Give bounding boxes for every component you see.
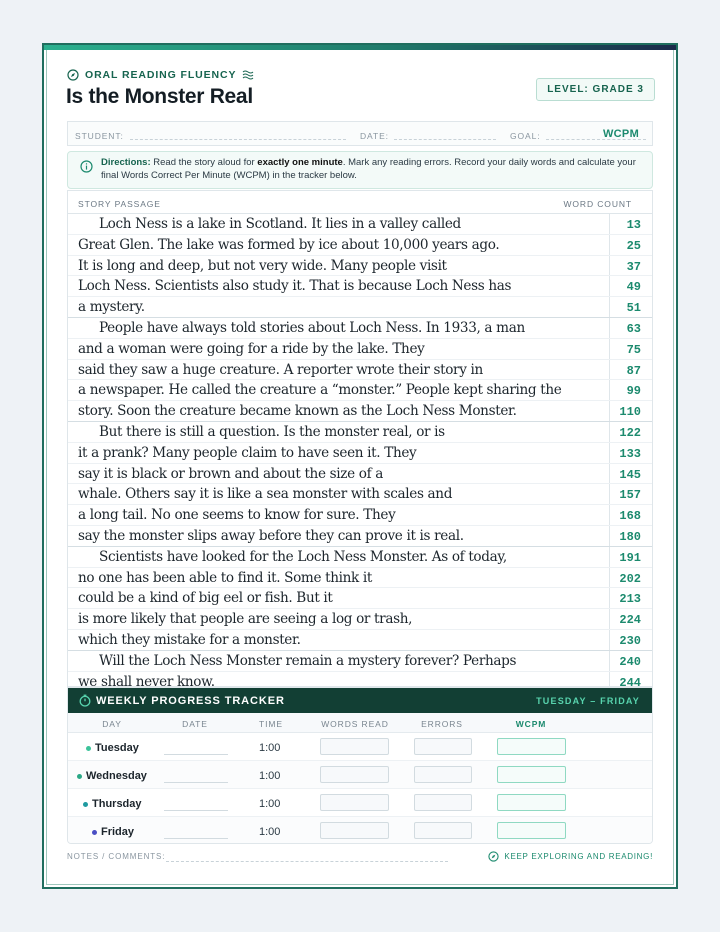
directions-text-1: Read the story aloud for <box>150 157 258 168</box>
word-count-cell <box>609 422 653 442</box>
col-word-count: WORD COUNT <box>563 199 632 209</box>
passage-line <box>68 276 652 297</box>
compass-icon <box>488 851 499 862</box>
directions-box <box>67 151 653 189</box>
status-dot <box>77 774 82 779</box>
passage-line-text: said they saw a huge creature. A reporter wrote their story in <box>78 361 483 378</box>
day-cell <box>86 742 139 754</box>
passage-line <box>68 443 652 464</box>
word-count: 180 <box>619 529 641 544</box>
date-field[interactable] <box>394 139 496 140</box>
date-input[interactable] <box>164 754 228 755</box>
top-accent-bar <box>44 45 676 50</box>
tracker-row-thursday <box>68 789 652 817</box>
directions-emphasis: exactly one minute <box>257 157 343 168</box>
passage-line <box>68 318 652 339</box>
word-count: 240 <box>619 654 641 669</box>
word-count-cell <box>609 235 653 255</box>
passage-header <box>68 191 652 214</box>
word-count: 230 <box>619 633 641 648</box>
tracker-rows <box>68 733 652 844</box>
word-count-cell <box>609 360 653 380</box>
day-label: Thursday <box>92 798 142 810</box>
tracker-column-headers <box>68 713 652 733</box>
passage-line-text: it a prank? Many people claim to have seen it. They <box>78 444 417 461</box>
word-count: 133 <box>619 446 641 461</box>
passage-line <box>68 256 652 277</box>
status-dot <box>86 746 91 751</box>
word-count: 63 <box>626 321 641 336</box>
word-count-cell <box>609 526 653 546</box>
word-count: 168 <box>619 509 641 524</box>
passage-line-text: Great Glen. The lake was formed by ice about 10,000 years ago. <box>78 236 500 253</box>
wcpm-input[interactable] <box>497 822 566 839</box>
word-count-cell <box>609 464 653 484</box>
notes-label: NOTES / COMMENTS: <box>67 852 166 861</box>
level-badge: LEVEL: GRADE 3 <box>536 78 655 101</box>
passage-line <box>68 484 652 505</box>
passage-line-text: say it is black or brown and about the size of a <box>78 465 383 482</box>
word-count: 25 <box>626 238 641 253</box>
passage-line <box>68 464 652 485</box>
tracker-range: TUESDAY – FRIDAY <box>536 696 640 706</box>
passage-line-text: Loch Ness. Scientists also study it. That is because Loch Ness has <box>78 278 512 295</box>
word-count-cell <box>609 651 653 671</box>
passage-line-text: is more likely that people are seeing a log or trash, <box>78 611 413 628</box>
col-day: DAY <box>102 719 122 729</box>
day-cell <box>92 826 134 838</box>
word-count-cell <box>609 401 653 421</box>
col-words-read: WORDS READ <box>321 719 389 729</box>
word-count-cell <box>609 672 653 687</box>
passage-line <box>68 214 652 235</box>
col-time: TIME <box>259 719 283 729</box>
passage-line <box>68 588 652 609</box>
passage-line <box>68 609 652 630</box>
word-count: 13 <box>626 218 641 232</box>
compass-icon <box>67 69 79 81</box>
passage-line-text: It is long and deep, but not very wide. Many people visit <box>78 257 447 274</box>
word-count-cell <box>609 297 653 317</box>
errors-input[interactable] <box>414 822 472 839</box>
word-count: 87 <box>626 363 641 378</box>
wcpm-input[interactable] <box>497 794 566 811</box>
passage-line <box>68 568 652 589</box>
errors-input[interactable] <box>414 766 472 783</box>
passage-line <box>68 380 652 401</box>
time-value: 1:00 <box>259 798 281 810</box>
word-count: 202 <box>619 571 641 586</box>
passage-line <box>68 630 652 651</box>
passage-line <box>68 505 652 526</box>
passage-line-text: which they mistake for a monster. <box>78 631 301 648</box>
passage-line <box>68 422 652 443</box>
day-label: Friday <box>101 826 135 838</box>
word-count-cell <box>609 630 653 650</box>
day-label: Wednesday <box>86 770 147 782</box>
worksheet <box>42 43 678 889</box>
passage-line-text: People have always told stories about Loch Ness. In 1933, a man <box>99 319 525 336</box>
word-count-cell <box>609 276 653 296</box>
passage-line-text: could be a kind of big eel or fish. But it <box>78 590 333 607</box>
word-count-cell <box>609 318 653 338</box>
passage-line-text: a long tail. No one seems to know for sure. They <box>78 507 396 524</box>
tracker-row-wednesday <box>68 761 652 789</box>
student-name-field[interactable] <box>130 139 346 140</box>
passage-line <box>68 235 652 256</box>
page-title: Is the Monster Real <box>66 85 253 108</box>
passage-line <box>68 547 652 568</box>
passage-line-text: and a woman were going for a ride by the lake. They <box>78 340 425 357</box>
passage-line-text: we shall never know. <box>78 673 215 687</box>
passage-line-text: no one has been able to find it. Some think it <box>78 569 373 586</box>
wcpm-input[interactable] <box>497 738 566 755</box>
passage-line-text: Loch Ness is a lake in Scotland. It lies in a valley called <box>99 216 461 232</box>
passage-line <box>68 360 652 381</box>
word-count: 49 <box>626 280 641 295</box>
date-label: DATE: <box>360 131 389 141</box>
passage-line-text: Scientists have looked for the Loch Ness Monster. As of today, <box>99 548 507 565</box>
brand <box>67 69 254 81</box>
col-story-passage: STORY PASSAGE <box>78 199 161 209</box>
info-icon <box>80 160 93 173</box>
passage-line <box>68 651 652 672</box>
weekly-progress-tracker <box>67 687 653 844</box>
word-count-cell <box>609 339 653 359</box>
passage-line-text: say the monster slips away before they can prove it is real. <box>78 527 464 544</box>
passage-line <box>68 526 652 547</box>
day-cell <box>83 798 142 810</box>
time-value: 1:00 <box>259 770 281 782</box>
day-cell <box>77 770 147 782</box>
waves-icon <box>242 70 254 80</box>
passage-lines <box>68 214 652 687</box>
directions-label: Directions: <box>101 157 151 168</box>
word-count-cell <box>609 256 653 276</box>
status-dot <box>83 802 88 807</box>
word-count: 213 <box>619 592 641 607</box>
wcpm-input[interactable] <box>497 766 566 783</box>
word-count: 224 <box>619 613 641 628</box>
passage-line-text: But there is still a question. Is the monster real, or is <box>99 423 445 440</box>
goal-label: GOAL: <box>510 131 541 141</box>
word-count-cell <box>609 568 653 588</box>
word-count-cell <box>609 380 653 400</box>
word-count-cell <box>609 443 653 463</box>
word-count: 157 <box>619 488 641 503</box>
student-info-row <box>67 121 653 146</box>
word-count: 145 <box>619 467 641 482</box>
word-count-cell <box>609 609 653 629</box>
word-count-cell <box>609 505 653 525</box>
passage-line-text: Will the Loch Ness Monster remain a mystery forever? Perhaps <box>99 652 517 669</box>
passage-line-text: a mystery. <box>78 299 145 316</box>
words-read-input[interactable] <box>320 738 389 755</box>
word-count-cell <box>609 214 653 234</box>
passage-line-text: a newspaper. He called the creature a “monster.” People kept sharing the <box>78 382 562 399</box>
word-count: 37 <box>626 259 641 274</box>
footer-tagline <box>488 851 653 862</box>
passage-line-text: whale. Others say it is like a sea monster with scales and <box>78 486 453 503</box>
errors-input[interactable] <box>414 794 472 811</box>
col-wcpm: WCPM <box>515 719 547 729</box>
word-count: 191 <box>619 550 641 565</box>
word-count-cell <box>609 484 653 504</box>
col-errors: ERRORS <box>421 719 463 729</box>
tagline-text: KEEP EXPLORING AND READING! <box>504 852 653 861</box>
day-label: Tuesday <box>95 742 139 754</box>
tracker-title: WEEKLY PROGRESS TRACKER <box>96 695 285 707</box>
goal-unit: WCPM <box>603 128 640 140</box>
date-input[interactable] <box>164 810 228 811</box>
stopwatch-icon <box>79 694 91 707</box>
passage-line <box>68 401 652 422</box>
tracker-row-tuesday <box>68 733 652 761</box>
notes-field[interactable] <box>166 861 448 862</box>
time-value: 1:00 <box>259 826 281 838</box>
col-date: DATE <box>182 719 208 729</box>
word-count: 122 <box>619 425 641 440</box>
word-count-cell <box>609 588 653 608</box>
passage-line-text: story. Soon the creature became known as the Loch Ness Monster. <box>78 403 517 420</box>
tracker-row-friday <box>68 817 652 844</box>
words-read-input[interactable] <box>320 794 389 811</box>
status-dot <box>92 830 97 835</box>
passage-line <box>68 339 652 360</box>
word-count: 110 <box>619 405 641 420</box>
word-count: 75 <box>626 342 641 357</box>
word-count: 99 <box>626 384 641 399</box>
passage-line <box>68 297 652 318</box>
passage-line <box>68 672 652 687</box>
directions-text-2: . Mark any reading errors. Record your daily words and calculate your final Words Correct Per Minute (WCPM) in the tracker below. <box>101 157 636 181</box>
student-label: STUDENT: <box>75 131 124 141</box>
date-input[interactable] <box>164 782 228 783</box>
story-passage-table <box>67 190 653 687</box>
date-input[interactable] <box>164 838 228 839</box>
words-read-input[interactable] <box>320 766 389 783</box>
errors-input[interactable] <box>414 738 472 755</box>
word-count: 51 <box>626 301 641 316</box>
time-value: 1:00 <box>259 742 281 754</box>
tracker-header <box>68 688 652 713</box>
brand-label: ORAL READING FLUENCY <box>85 69 237 81</box>
word-count: 244 <box>619 675 641 687</box>
words-read-input[interactable] <box>320 822 389 839</box>
word-count-cell <box>609 547 653 567</box>
